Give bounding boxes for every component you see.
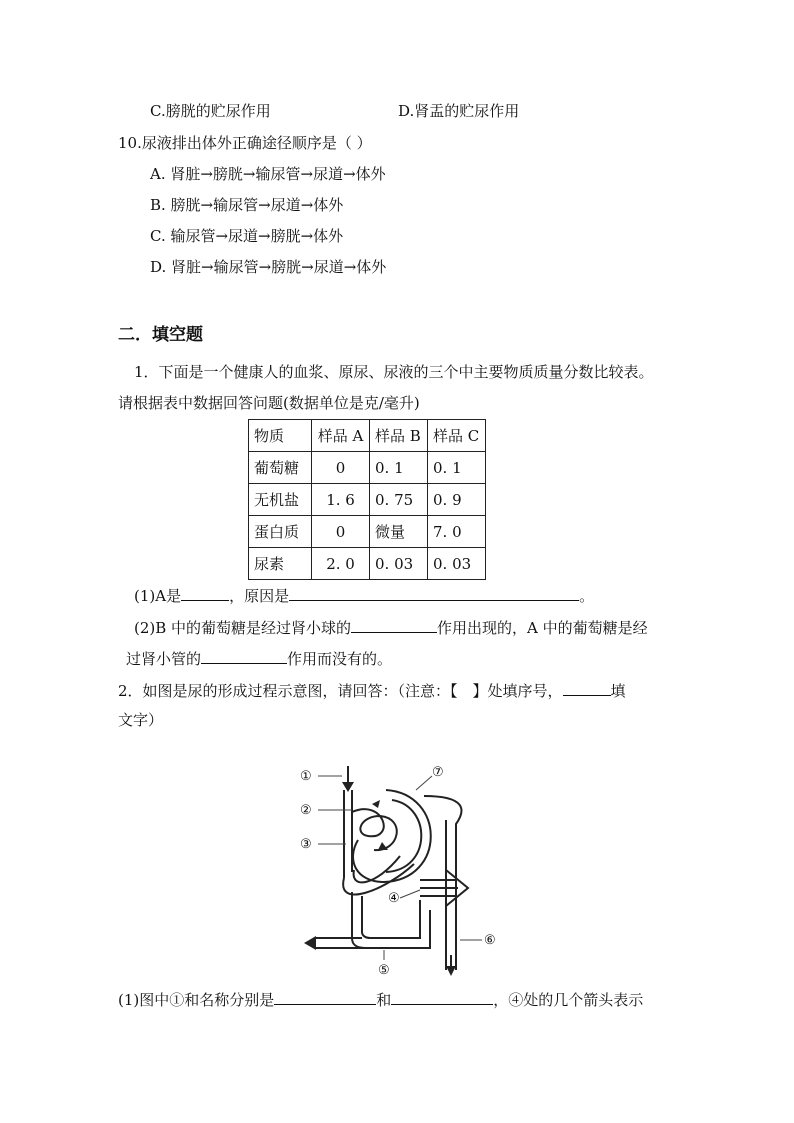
fill1-sub2-line2 xyxy=(126,647,392,669)
q10-option-c: C. 输尿管→尿道→膀胱→体外 xyxy=(150,227,344,245)
fill1-sub1-prefix: (1)A是 xyxy=(134,587,182,605)
glomerulus xyxy=(352,809,397,850)
fill2-sub1-and: 和 xyxy=(376,991,392,1009)
label-7: ⑦ xyxy=(432,765,444,780)
table-cell: 蛋白质 xyxy=(249,516,312,548)
fill1-sub2-cont: 过肾小管的 xyxy=(126,650,202,668)
fill1-sub2-prefix: (2)B 中的葡萄糖是经过肾小球的 xyxy=(134,619,352,637)
table-cell: 0. 9 xyxy=(428,484,486,516)
fill2-sub1 xyxy=(118,988,643,1010)
fill1-sub1 xyxy=(134,584,594,606)
section-heading: 二．填空题 xyxy=(118,325,203,345)
table-header-row xyxy=(249,420,486,452)
q9-option-c: C.膀胱的贮尿作用 xyxy=(150,102,271,120)
fill1-stem-line1: 1．下面是一个健康人的血浆、原尿、尿液的三个中主要物质质量分数比较表。 xyxy=(134,363,654,381)
table-cell: 0. 03 xyxy=(370,548,428,580)
table-row xyxy=(249,516,486,548)
fill1-sub1-reason: ，原因是 xyxy=(229,587,290,605)
afferent-vessel xyxy=(344,790,352,878)
answer-blank[interactable] xyxy=(351,616,437,633)
q10-option-b: B. 膀胱→输尿管→尿道→体外 xyxy=(150,196,344,214)
table-cell: 2. 0 xyxy=(312,548,370,580)
q10-option-a: A. 肾脏→膀胱→输尿管→尿道→体外 xyxy=(150,165,386,183)
fill2-stem-text: 2．如图是尿的形成过程示意图，请回答：（注意：【 】处填序号， xyxy=(118,682,563,700)
table-cell: 0. 1 xyxy=(428,452,486,484)
table-cell: 葡萄糖 xyxy=(249,452,312,484)
table-row xyxy=(249,484,486,516)
table-header-cell: 物质 xyxy=(249,420,312,452)
fill2-stem-end: 文字） xyxy=(118,711,164,729)
table-cell: 微量 xyxy=(370,516,428,548)
table-cell: 0 xyxy=(312,516,370,548)
table-cell: 1. 6 xyxy=(312,484,370,516)
arrow-icon xyxy=(372,800,380,808)
fill2-sub1-prefix: (1)图中①和名称分别是 xyxy=(118,991,275,1009)
arrow-down-icon xyxy=(446,966,456,976)
fill1-sub2-mid: 作用出现的，A 中的葡萄糖是经 xyxy=(437,619,648,637)
answer-blank[interactable] xyxy=(563,679,611,696)
nephron-diagram xyxy=(296,760,506,980)
label-3: ③ xyxy=(300,837,312,852)
label-1: ① xyxy=(300,769,312,784)
answer-blank[interactable] xyxy=(201,647,287,664)
fill2-sub1-end: ，④处的几个箭头表示 xyxy=(493,991,644,1009)
fill1-sub2-end: 作用而没有的。 xyxy=(287,650,393,668)
table-cell: 0. 1 xyxy=(370,452,428,484)
answer-blank[interactable] xyxy=(181,584,229,601)
table-cell: 0. 75 xyxy=(370,484,428,516)
arrow-left-icon xyxy=(304,936,316,950)
q10-option-d: D. 肾脏→输尿管→膀胱→尿道→体外 xyxy=(150,258,387,276)
table-header-cell: 样品 A xyxy=(312,420,370,452)
answer-blank[interactable] xyxy=(391,988,493,1005)
fill1-sub2-line1 xyxy=(134,616,648,638)
answer-blank[interactable] xyxy=(274,988,376,1005)
table-cell: 0. 03 xyxy=(428,548,486,580)
label-4: ④ xyxy=(388,891,400,906)
fill2-stem-fill: 填 xyxy=(610,682,626,700)
reabsorption-arrows xyxy=(420,880,458,896)
data-table xyxy=(248,419,486,580)
label-2: ② xyxy=(300,803,312,818)
label-5: ⑤ xyxy=(378,963,390,978)
q9-option-d: D.肾盂的贮尿作用 xyxy=(398,102,520,120)
answer-blank[interactable] xyxy=(289,584,579,601)
fill2-stem xyxy=(118,679,626,701)
table-cell: 尿素 xyxy=(249,548,312,580)
q10-stem: 10.尿液排出体外正确途径顺序是（ ） xyxy=(118,134,372,152)
table-cell: 无机盐 xyxy=(249,484,312,516)
fill1-stem-line2: 请根据表中数据回答问题(数据单位是克/毫升) xyxy=(118,394,420,412)
table-row xyxy=(249,452,486,484)
arrow-icon xyxy=(378,842,388,850)
table-header-cell: 样品 C xyxy=(428,420,486,452)
table-row xyxy=(249,548,486,580)
fill1-sub1-end: 。 xyxy=(579,587,595,605)
table-cell: 7. 0 xyxy=(428,516,486,548)
bowman-capsule-inner xyxy=(386,800,421,872)
table-header-cell: 样品 B xyxy=(370,420,428,452)
table-cell: 0 xyxy=(312,452,370,484)
label-6: ⑥ xyxy=(484,933,496,948)
